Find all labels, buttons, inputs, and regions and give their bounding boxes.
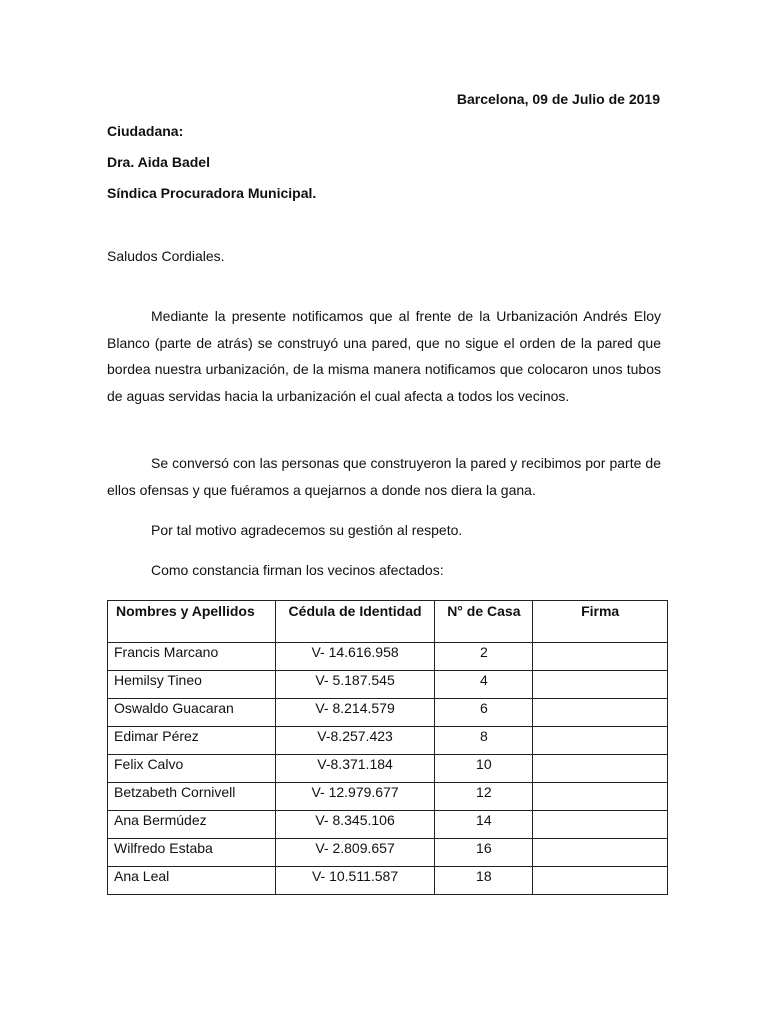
cell-name: Edimar Pérez — [108, 727, 276, 755]
cell-signature — [533, 643, 668, 671]
header-id: Cédula de Identidad — [275, 601, 435, 643]
cell-house: 12 — [435, 783, 533, 811]
cell-name: Hemilsy Tineo — [108, 671, 276, 699]
cell-house: 14 — [435, 811, 533, 839]
cell-name: Oswaldo Guacaran — [108, 699, 276, 727]
cell-name: Wilfredo Estaba — [108, 839, 276, 867]
cell-signature — [533, 867, 668, 895]
cell-id: V- 5.187.545 — [275, 671, 435, 699]
cell-signature — [533, 671, 668, 699]
cell-id: V- 2.809.657 — [275, 839, 435, 867]
cell-house: 16 — [435, 839, 533, 867]
cell-name: Felix Calvo — [108, 755, 276, 783]
cell-house: 4 — [435, 671, 533, 699]
cell-signature — [533, 755, 668, 783]
addressee-title: Ciudadana: — [107, 123, 184, 139]
cell-signature — [533, 699, 668, 727]
table-row — [108, 671, 668, 699]
cell-house: 2 — [435, 643, 533, 671]
cell-house: 6 — [435, 699, 533, 727]
cell-signature — [533, 783, 668, 811]
cell-id: V- 12.979.677 — [275, 783, 435, 811]
table-row — [108, 783, 668, 811]
table-row — [108, 811, 668, 839]
table-row — [108, 867, 668, 895]
cell-name: Betzabeth Cornivell — [108, 783, 276, 811]
table-row — [108, 699, 668, 727]
cell-name: Francis Marcano — [108, 643, 276, 671]
paragraph-request: Por tal motivo agradecemos su gestión al respeto. — [151, 522, 463, 538]
table-row — [108, 839, 668, 867]
cell-id: V- 10.511.587 — [275, 867, 435, 895]
cell-id: V- 8.214.579 — [275, 699, 435, 727]
greeting: Saludos Cordiales. — [107, 248, 225, 264]
cell-name: Ana Leal — [108, 867, 276, 895]
addressee-name: Dra. Aida Badel — [107, 154, 210, 170]
addressee-position: Síndica Procuradora Municipal. — [107, 185, 317, 201]
paragraph-conversation: Se conversó con las personas que construyeron la pared y recibimos por parte de ellos ofensas y que fuéramos a quejarnos a donde nos diera la gana. — [107, 455, 661, 498]
cell-id: V- 14.616.958 — [275, 643, 435, 671]
header-house: N° de Casa — [435, 601, 533, 643]
signatures-table — [107, 600, 668, 895]
header-signature: Firma — [533, 601, 668, 643]
table-row — [108, 755, 668, 783]
addressee-block — [107, 123, 316, 216]
cell-name: Ana Bermúdez — [108, 811, 276, 839]
table-row — [108, 727, 668, 755]
cell-signature — [533, 839, 668, 867]
table-row — [108, 643, 668, 671]
cell-house: 18 — [435, 867, 533, 895]
cell-id: V- 8.345.106 — [275, 811, 435, 839]
paragraph-notification: Mediante la presente notificamos que al frente de la Urbanización Andrés Eloy Blanco (parte de atrás) se construyó una pared, que no sigue el orden de la pared que bordea nuestra urbanización, de la misma manera notificamos que colocaron unos tubos de aguas servidas hacia la urbanización el cual afecta a todos los vecinos. — [107, 308, 661, 404]
cell-id: V-8.257.423 — [275, 727, 435, 755]
place-date: Barcelona, 09 de Julio de 2019 — [456, 91, 660, 107]
header-name: Nombres y Apellidos — [108, 601, 276, 643]
paragraph-signatures-intro: Como constancia firman los vecinos afectados: — [151, 562, 444, 578]
cell-signature — [533, 811, 668, 839]
table-header-row — [108, 601, 668, 643]
cell-id: V-8.371.184 — [275, 755, 435, 783]
table-body — [108, 643, 668, 895]
cell-house: 10 — [435, 755, 533, 783]
cell-house: 8 — [435, 727, 533, 755]
cell-signature — [533, 727, 668, 755]
